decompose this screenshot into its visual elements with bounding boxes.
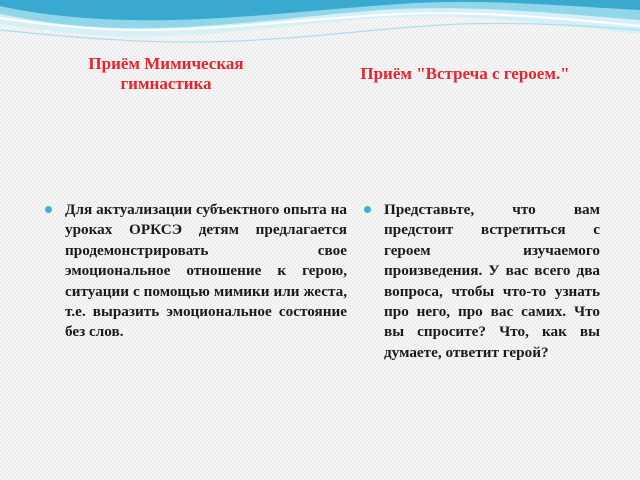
title-meeting-with-hero: Приём "Встреча с героем." [360, 64, 570, 83]
right-bullet-text: Представьте, что вам предстоит встретиться с героем изучаемого произведения. У вас всего два вопроса, чтобы что-то узнать про него, про вас самих. Что вы спросите? Что, как вы думаете, ответит герой? [384, 201, 600, 361]
circle-bullet-icon [364, 206, 371, 213]
right-bullet-item [364, 200, 600, 363]
circle-bullet-icon [45, 206, 52, 213]
left-bullet-text: Для актуализации субъектного опыта на уроках ОРКСЭ детям предлагается продемонстрировать свое эмоциональное отношение к герою, ситуации с помощью мимики или жеста, т.е. выразить эмоциональное состояние без слов. [65, 201, 347, 341]
left-bullet-item [45, 200, 347, 343]
title-mimic-gymnastics: Приём Мимическая гимнастика [88, 54, 244, 93]
